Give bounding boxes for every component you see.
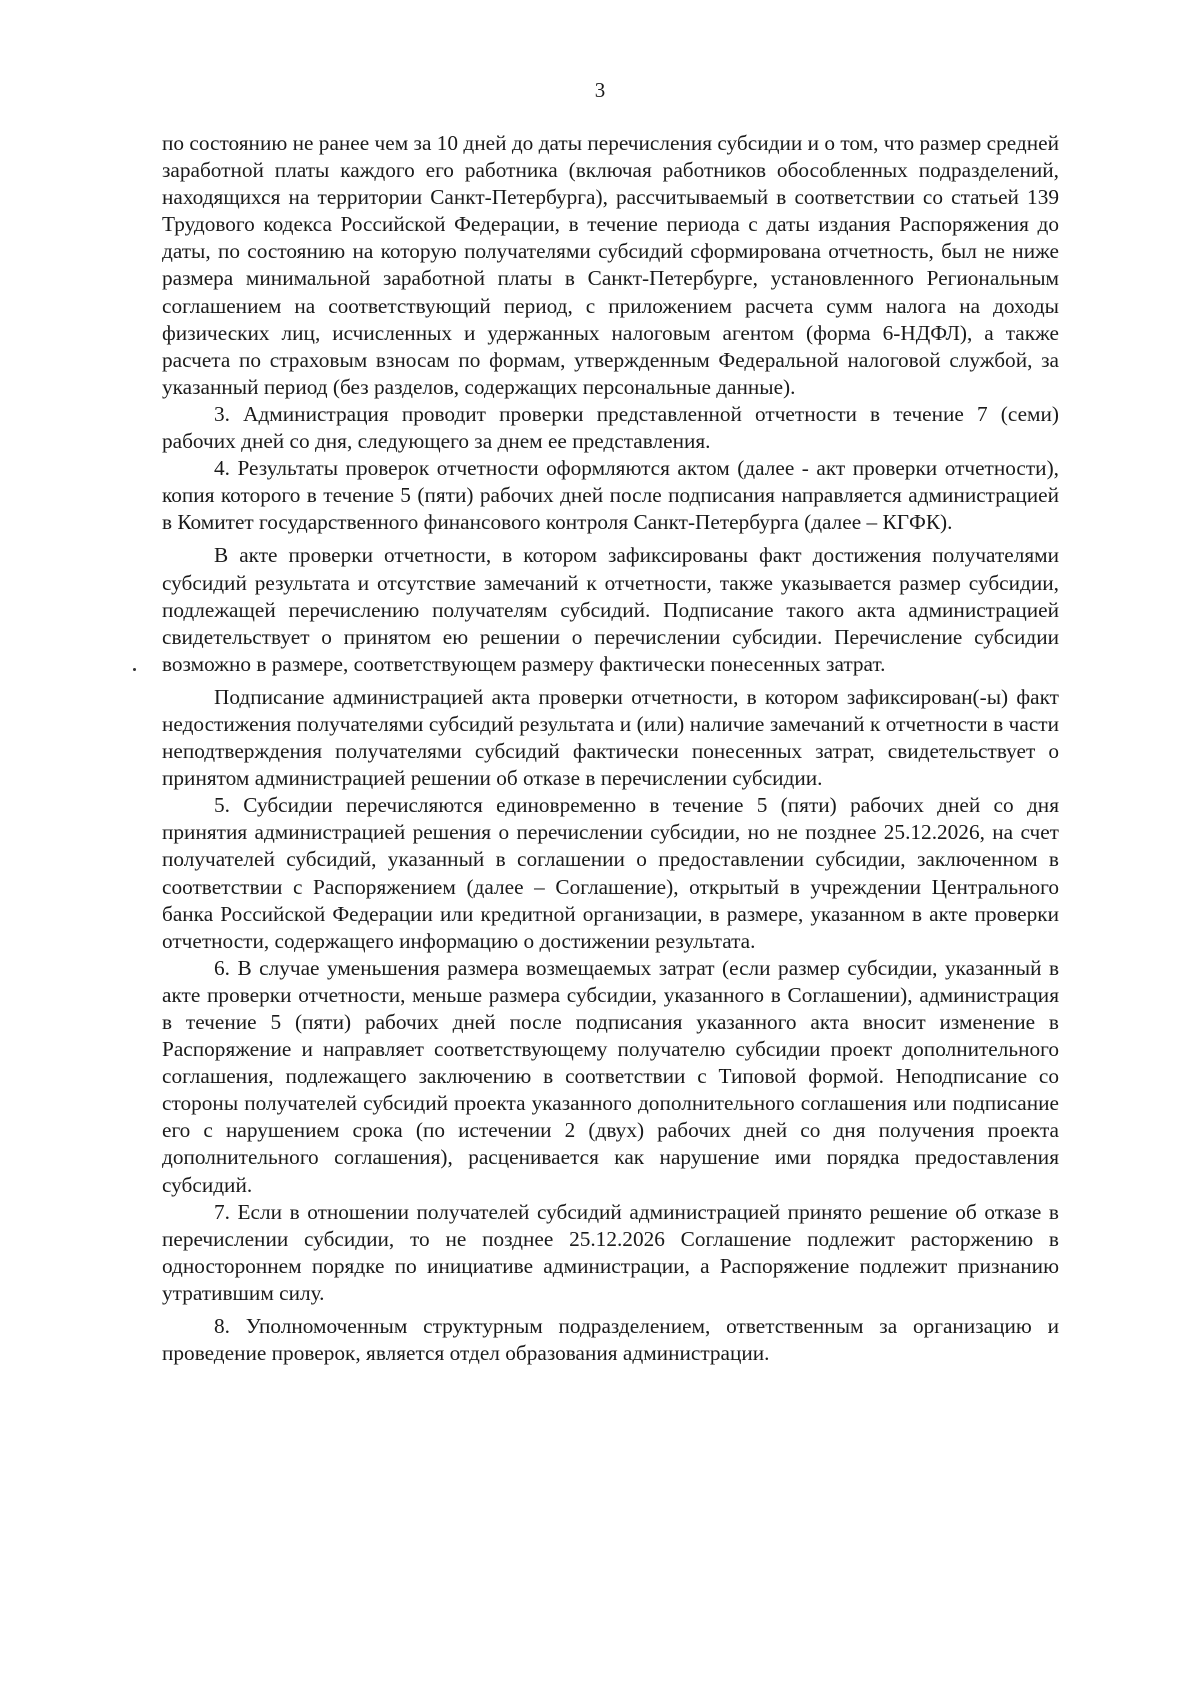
paragraph-item-3: 3. Администрация проводит проверки представленной отчетности в течение 7 (семи) рабочих дней со дня, следующего за днем ее представления. [162,401,1059,454]
paragraph-item-7: 7. Если в отношении получателей субсидий администрацией принято решение об отказе в перечислении субсидии, то не позднее 25.12.2026 Соглашение подлежит расторжению в одностороннем порядке по инициативе администрации, а Распоряжение подлежит признанию утратившим силу. [162,1199,1059,1305]
paragraph-act-approval: В акте проверки отчетности, в котором зафиксированы факт достижения получателями субсидий результата и отсутствие замечаний к отчетности, также указывается размер субсидии, подлежащей перечислению получателям субсидий. Подписание такого акта администрацией свидетельствует о принятом ею решении о перечислении субсидии. Перечисление субсидии возможно в размере, соответствующем размеру фактически понесенных затрат. [162,543,1059,676]
paragraph-item-6: 6. В случае уменьшения размера возмещаемых затрат (если размер субсидии, указанный в акте проверки отчетности, меньше размера субсидии, указанного в Соглашении), администрация в течение 5 (пяти) рабочих дней после подписания указанного акта вносит изменение в Распоряжение и направляет соответствующему получателю субсидии проект дополнительного соглашения, подлежащего заключению в соответствии с Типовой формой. Неподписание со стороны получателей субсидий проекта указанного дополнительного соглашения или подписание его с нарушением срока (по истечении 2 (двух) рабочих дней со дня получения проекта дополнительного соглашения), расценивается как нарушение ими порядка предоставления субсидий. [162,955,1059,1197]
paragraph-act-refusal: Подписание администрацией акта проверки отчетности, в котором зафиксирован(-ы) факт недостижения получателями субсидий результата и (или) наличие замечаний к отчетности в части неподтверждения получателями субсидий фактически понесенных затрат, свидетельствует о принятом администрацией решении об отказе в перечислении субсидии. [162,684,1059,791]
margin-dot [133,668,136,671]
paragraph-item-4: 4. Результаты проверок отчетности оформляются актом (далее - акт проверки отчетности), копия которого в течение 5 (пяти) рабочих дней после подписания направляется администрацией в Комитет государственного финансового контроля Санкт-Петербурга (далее – КГФК). [162,456,1059,535]
paragraph-item-8: 8. Уполномоченным структурным подразделением, ответственным за организацию и проведение проверок, является отдел образования администрации. [162,1314,1059,1366]
paragraph-continuation: по состоянию не ранее чем за 10 дней до даты перечисления субсидии и о том, что размер средней заработной платы каждого его работника (включая работников обособленных подразделений, находящихся на территории Санкт-Петербурга), рассчитываемый в соответствии со статьей 139 Трудового кодекса Российской Федерации, в течение периода с даты издания Распоряжения до даты, по состоянию на которую получателями субсидий сформирована отчетность, был не ниже размера минимальной заработной платы в Санкт-Петербурге, установленного Региональным соглашением на соответствующий период, с приложением расчета сумм налога на доходы физических лиц, исчисленных и удержанных налоговым агентом (форма 6-НДФЛ), а также расчета по страховым взносам по формам, утвержденным Федеральной налоговой службой, за указанный период (без разделов, содержащих персональные данные). [162,131,1059,399]
paragraph-item-5: 5. Субсидии перечисляются единовременно в течение 5 (пяти) рабочих дней со дня принятия администрацией решения о перечислении субсидии, но не позднее 25.12.2026, на счет получателей субсидий, указанный в соглашении о предоставлении субсидии, заключенном в соответствии с Распоряжением (далее – Соглашение), открытый в учреждении Центрального банка Российской Федерации или кредитной организации, в размере, указанном в акте проверки отчетности, содержащего информацию о достижении результата. [162,793,1059,953]
document-body [162,130,1059,1367]
page-number: 3 [594,78,606,102]
